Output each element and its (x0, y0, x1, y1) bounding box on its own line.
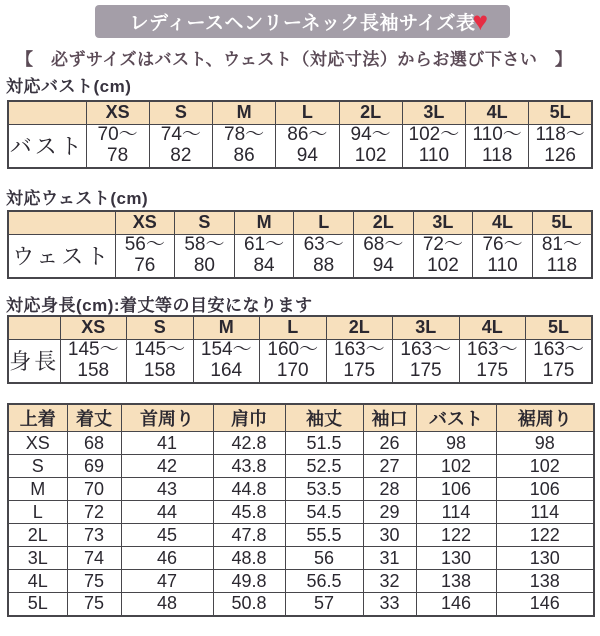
garment-value-cell: 73 (67, 524, 121, 547)
range-to: 118 (546, 254, 578, 276)
size-col-header: M (234, 211, 294, 234)
garment-value-cell: 41 (121, 432, 213, 455)
waist_table-range-cell (413, 234, 473, 278)
range-to: 118 (481, 144, 513, 166)
waist_table-range-cell (532, 234, 592, 278)
garment-value-cell: 106 (416, 478, 496, 501)
garment-value-cell: 50.8 (213, 593, 285, 616)
garment-value-cell: 130 (416, 547, 496, 570)
garment-value-cell: 48 (121, 593, 213, 616)
waist_table-range-cell (115, 234, 175, 278)
range-to: 110 (487, 254, 518, 276)
size-col-header: 2L (326, 316, 393, 339)
bust_table-value-row (8, 124, 592, 168)
range-from: 163～ (533, 339, 584, 361)
garment-value-cell: 69 (67, 455, 121, 478)
range-to: 76 (134, 254, 156, 276)
garment-value-cell: 42 (121, 455, 213, 478)
garment-row (8, 432, 594, 455)
height_table-value-row (8, 339, 592, 383)
size-col-header: 5L (526, 316, 593, 339)
waist-size-table (7, 210, 593, 279)
waist_table-range-cell (354, 234, 414, 278)
garment-value-cell: 52.5 (285, 455, 363, 478)
bust-section-label: 対応バスト(cm) (6, 77, 132, 96)
garment-value-cell: 138 (496, 570, 594, 593)
height-section-label: 対応身長(cm):着丈等の目安になります (6, 296, 313, 315)
range-from: 56～ (124, 234, 165, 256)
garment-row (8, 570, 594, 593)
garment-value-cell: 75 (67, 570, 121, 593)
size-col-header: S (175, 211, 235, 234)
garment-value-cell: 54.5 (285, 501, 363, 524)
garment-row (8, 501, 594, 524)
range-from: 63～ (303, 234, 344, 256)
size-col-header: 3L (402, 101, 465, 124)
garment-col-header: バスト (416, 404, 496, 432)
garment-value-cell: 42.8 (213, 432, 285, 455)
range-to: 158 (77, 359, 110, 381)
garment-measurement-table (7, 403, 595, 617)
range-to: 175 (343, 359, 376, 381)
range-to: 86 (233, 144, 255, 166)
waist_table-range-cell (473, 234, 533, 278)
garment-value-cell: 72 (67, 501, 121, 524)
garment-value-cell: 28 (363, 478, 416, 501)
range-from: 68～ (363, 234, 404, 256)
garment-value-cell: 106 (496, 478, 594, 501)
garment-col-header: 首周り (121, 404, 213, 432)
height_table-row-label: 身長 (8, 339, 60, 383)
garment-value-cell: 75 (67, 593, 121, 616)
size-col-header: S (149, 101, 212, 124)
size-col-header: 4L (459, 316, 526, 339)
heart-icon: ♥ (472, 5, 488, 36)
range-to: 78 (107, 144, 129, 166)
range-from: 94～ (350, 124, 391, 146)
garment-value-cell: 43.8 (213, 455, 285, 478)
garment-value-cell: 122 (496, 524, 594, 547)
bust_table-range-cell (402, 124, 465, 168)
garment-row (8, 478, 594, 501)
garment-value-cell: 43 (121, 478, 213, 501)
waist_table-range-cell (294, 234, 354, 278)
waist-section-label: 対応ウェスト(cm) (6, 189, 149, 208)
garment-value-cell: 26 (363, 432, 416, 455)
range-from: 70～ (97, 124, 138, 146)
range-from: 86～ (287, 124, 328, 146)
range-to: 80 (193, 254, 215, 276)
range-from: 163～ (333, 339, 385, 361)
garment-value-cell: 47 (121, 570, 213, 593)
range-from: 160～ (267, 339, 319, 361)
range-from: 154～ (200, 339, 252, 361)
height_table-range-cell (459, 339, 526, 383)
size-col-header: 5L (532, 211, 592, 234)
garment-size-cell: M (8, 478, 67, 501)
range-from: 58～ (184, 234, 225, 256)
height_table-corner-cell (8, 316, 60, 339)
range-to: 164 (210, 359, 243, 381)
range-from: 163～ (466, 339, 518, 361)
range-to: 94 (296, 144, 318, 166)
height_table-range-cell (60, 339, 127, 383)
garment-value-cell: 27 (363, 455, 416, 478)
garment-size-cell: XS (8, 432, 67, 455)
garment-value-cell: 55.5 (285, 524, 363, 547)
garment-col-header: 袖丈 (285, 404, 363, 432)
garment-size-cell: 2L (8, 524, 67, 547)
garment-value-cell: 74 (67, 547, 121, 570)
garment-value-cell: 114 (416, 501, 496, 524)
garment-size-cell: 5L (8, 593, 67, 616)
garment-col-header: 裾周り (496, 404, 594, 432)
garment-value-cell: 47.8 (213, 524, 285, 547)
range-to: 102 (354, 144, 387, 166)
garment-col-header: 上着 (8, 404, 67, 432)
garment-row (8, 455, 594, 478)
garment-value-cell: 114 (496, 501, 594, 524)
garment-value-cell: 98 (496, 432, 594, 455)
waist_table-row-label: ウェスト (8, 234, 115, 278)
range-to: 82 (170, 144, 192, 166)
size-col-header: 3L (413, 211, 473, 234)
garment-value-cell: 122 (416, 524, 496, 547)
garment-value-cell: 102 (416, 455, 496, 478)
bust_table-range-cell (466, 124, 529, 168)
range-to: 102 (427, 254, 459, 276)
size-col-header: 4L (466, 101, 529, 124)
garment-value-cell: 30 (363, 524, 416, 547)
range-from: 74～ (160, 124, 201, 146)
range-to: 175 (476, 359, 509, 381)
range-from: 163～ (400, 339, 452, 361)
garment-size-cell: L (8, 501, 67, 524)
garment-value-cell: 48.8 (213, 547, 285, 570)
waist_table-range-cell (175, 234, 235, 278)
range-from: 72～ (422, 234, 463, 256)
height-size-table (7, 315, 593, 384)
size-col-header: M (193, 316, 260, 339)
bust_table-range-cell (529, 124, 592, 168)
garment-size-cell: S (8, 455, 67, 478)
garment-value-cell: 45 (121, 524, 213, 547)
garment-row (8, 593, 594, 616)
garment-value-cell: 102 (496, 455, 594, 478)
garment-value-cell: 33 (363, 593, 416, 616)
size-col-header: XS (60, 316, 127, 339)
range-from: 118～ (535, 124, 585, 146)
range-to: 170 (276, 359, 309, 381)
size-col-header: 2L (339, 101, 402, 124)
size-col-header: 4L (473, 211, 533, 234)
height_table-range-cell (127, 339, 194, 383)
bust_table-corner-cell (8, 101, 86, 124)
waist_table-value-row (8, 234, 592, 278)
garment-value-cell: 68 (67, 432, 121, 455)
size-col-header: M (213, 101, 276, 124)
bust_table-header-row (8, 101, 592, 124)
range-to: 158 (143, 359, 176, 381)
garment-value-cell: 70 (67, 478, 121, 501)
height_table-header-row (8, 316, 592, 339)
garment-value-cell: 46 (121, 547, 213, 570)
range-to: 88 (313, 254, 335, 276)
size-col-header: XS (86, 101, 149, 124)
range-to: 110 (418, 144, 450, 166)
range-from: 102～ (408, 124, 460, 146)
garment-row (8, 524, 594, 547)
garment-row (8, 547, 594, 570)
range-from: 78～ (224, 124, 265, 146)
size-col-header: XS (115, 211, 175, 234)
height_table-range-cell (526, 339, 593, 383)
bust_table-range-cell (339, 124, 402, 168)
size-col-header: L (276, 101, 339, 124)
garment-value-cell: 51.5 (285, 432, 363, 455)
range-to: 84 (253, 254, 275, 276)
garment-value-cell: 31 (363, 547, 416, 570)
size-col-header: 2L (354, 211, 414, 234)
height_table-range-cell (260, 339, 327, 383)
size-col-header: S (127, 316, 194, 339)
garment-value-cell: 146 (416, 593, 496, 616)
garment-value-cell: 138 (416, 570, 496, 593)
garment-value-cell: 57 (285, 593, 363, 616)
garment-header-row (8, 404, 594, 432)
range-from: 81～ (541, 234, 582, 256)
height_table-range-cell (193, 339, 260, 383)
range-from: 145～ (67, 339, 119, 361)
size-selection-notice: 【 必ずサイズはバスト、ウェスト（対応寸法）からお選び下さい 】 (16, 50, 573, 69)
bust-size-table (7, 100, 593, 169)
size-col-header: L (260, 316, 327, 339)
waist_table-corner-cell (8, 211, 115, 234)
size-col-header: 3L (393, 316, 460, 339)
range-from: 110～ (472, 124, 522, 146)
range-to: 126 (544, 144, 576, 166)
range-from: 76～ (482, 234, 523, 256)
bust_table-range-cell (276, 124, 339, 168)
page-title: レディースヘンリーネック長袖サイズ表 (129, 13, 476, 34)
range-from: 145～ (134, 339, 186, 361)
garment-value-cell: 32 (363, 570, 416, 593)
garment-col-header: 着丈 (67, 404, 121, 432)
garment-value-cell: 53.5 (285, 478, 363, 501)
bust_table-row-label: バスト (8, 124, 86, 168)
garment-value-cell: 56.5 (285, 570, 363, 593)
garment-value-cell: 44 (121, 501, 213, 524)
bust_table-range-cell (86, 124, 149, 168)
range-from: 61～ (243, 234, 285, 256)
bust_table-range-cell (149, 124, 212, 168)
height_table-range-cell (393, 339, 460, 383)
garment-col-header: 肩巾 (213, 404, 285, 432)
garment-value-cell: 49.8 (213, 570, 285, 593)
garment-col-header: 袖口 (363, 404, 416, 432)
title-bar (95, 5, 510, 38)
bust_table-range-cell (213, 124, 276, 168)
garment-size-cell: 4L (8, 570, 67, 593)
waist_table-header-row (8, 211, 592, 234)
garment-value-cell: 45.8 (213, 501, 285, 524)
range-to: 94 (372, 254, 394, 276)
range-to: 175 (409, 359, 442, 381)
garment-value-cell: 130 (496, 547, 594, 570)
size-col-header: 5L (529, 101, 592, 124)
garment-value-cell: 98 (416, 432, 496, 455)
waist_table-range-cell (234, 234, 294, 278)
height_table-range-cell (326, 339, 393, 383)
range-to: 175 (542, 359, 575, 381)
garment-size-cell: 3L (8, 547, 67, 570)
garment-value-cell: 56 (285, 547, 363, 570)
size-col-header: L (294, 211, 354, 234)
garment-value-cell: 29 (363, 501, 416, 524)
garment-value-cell: 44.8 (213, 478, 285, 501)
garment-value-cell: 146 (496, 593, 594, 616)
